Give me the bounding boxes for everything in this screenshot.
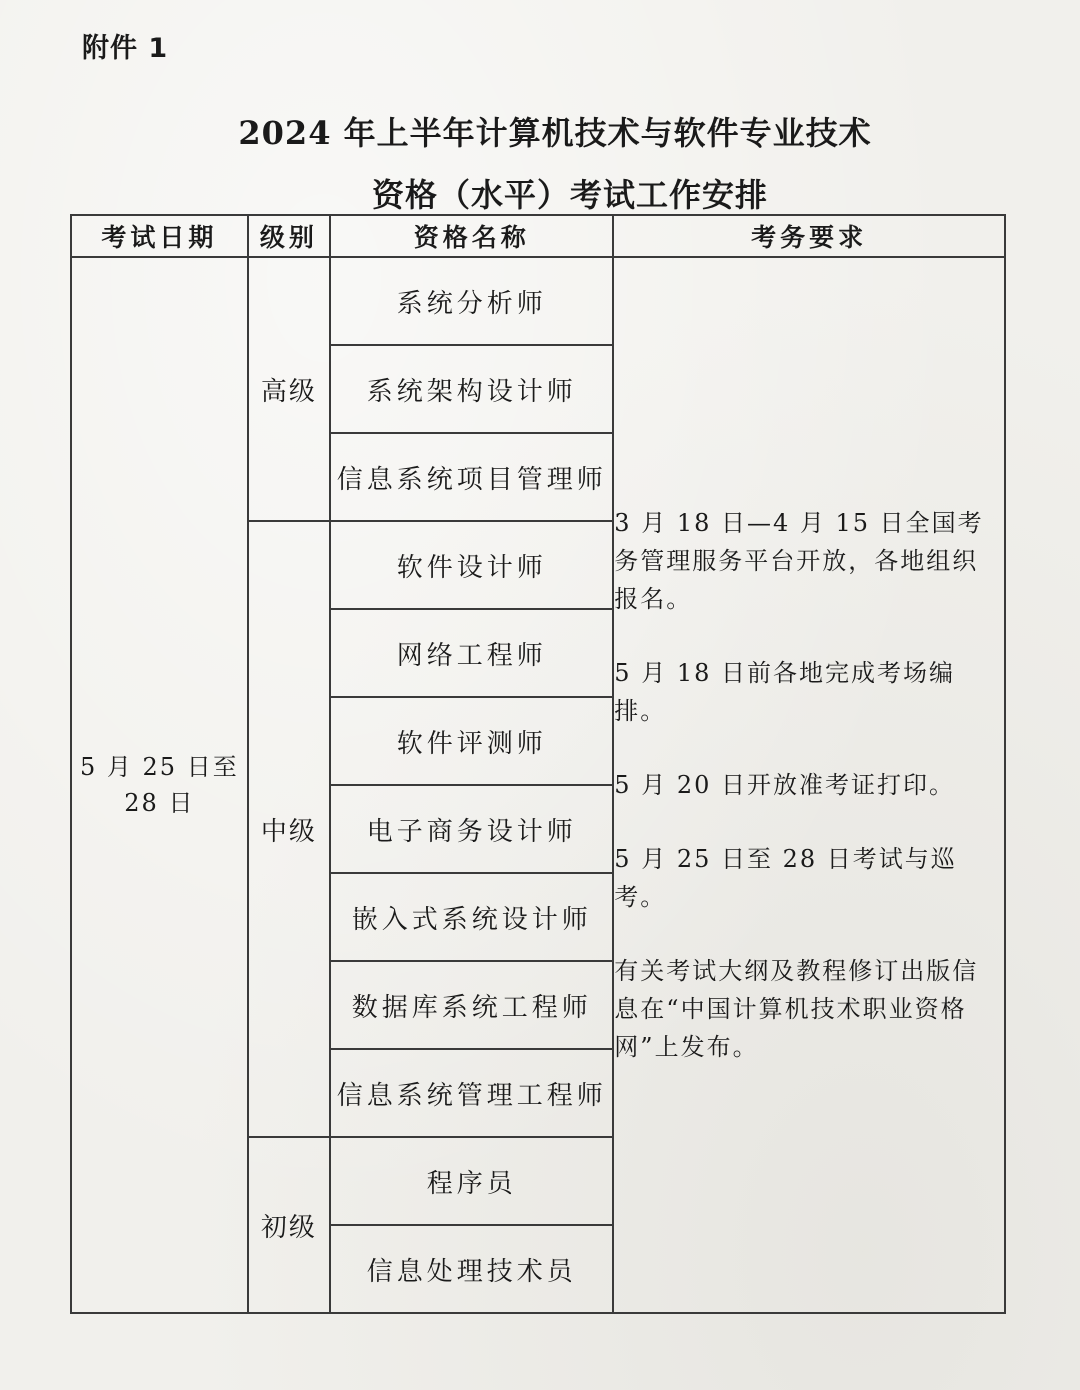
header-level: 级别 bbox=[248, 215, 330, 257]
qualification-name: 网络工程师 bbox=[330, 609, 613, 697]
requirement-item: 5 月 25 日至 28 日考试与巡考。 bbox=[614, 845, 957, 911]
qualification-name: 信息系统项目管理师 bbox=[330, 433, 613, 521]
qualification-name: 系统架构设计师 bbox=[330, 345, 613, 433]
level-junior: 初级 bbox=[248, 1137, 330, 1313]
qualification-name: 信息系统管理工程师 bbox=[330, 1049, 613, 1137]
requirement-item: 有关考试大纲及教程修订出版信息在“中国计算机技术职业资格网”上发布。 bbox=[614, 957, 979, 1061]
requirements-cell bbox=[613, 257, 1005, 1313]
qualification-name: 嵌入式系统设计师 bbox=[330, 873, 613, 961]
level-senior: 高级 bbox=[248, 257, 330, 521]
header-requirements: 考务要求 bbox=[613, 215, 1005, 257]
attachment-label: 附件 1 bbox=[82, 33, 169, 64]
qualification-name: 信息处理技术员 bbox=[330, 1225, 613, 1313]
document-title-line-1: 2024 年上半年计算机技术与软件专业技术 bbox=[238, 114, 872, 152]
table-row bbox=[71, 257, 1005, 345]
exam-date-cell: 5 月 25 日至 28 日 bbox=[71, 257, 248, 1313]
document-title-line-2: 资格（水平）考试工作安排 bbox=[371, 176, 768, 214]
header-qualification-name: 资格名称 bbox=[330, 215, 613, 257]
header-exam-date: 考试日期 bbox=[71, 215, 248, 257]
qualification-name: 软件评测师 bbox=[330, 697, 613, 785]
exam-arrangement-table bbox=[70, 214, 1006, 1314]
requirement-item: 3 月 18 日—4 月 15 日全国考务管理服务平台开放，各地组织报名。 bbox=[614, 509, 984, 613]
requirement-item: 5 月 18 日前各地完成考场编排。 bbox=[614, 659, 955, 725]
requirement-item: 5 月 20 日开放准考证打印。 bbox=[614, 771, 955, 799]
qualification-name: 数据库系统工程师 bbox=[330, 961, 613, 1049]
qualification-name: 电子商务设计师 bbox=[330, 785, 613, 873]
qualification-name: 系统分析师 bbox=[330, 257, 613, 345]
table-header-row bbox=[71, 215, 1005, 257]
qualification-name: 程序员 bbox=[330, 1137, 613, 1225]
level-intermediate: 中级 bbox=[248, 521, 330, 1137]
qualification-name: 软件设计师 bbox=[330, 521, 613, 609]
